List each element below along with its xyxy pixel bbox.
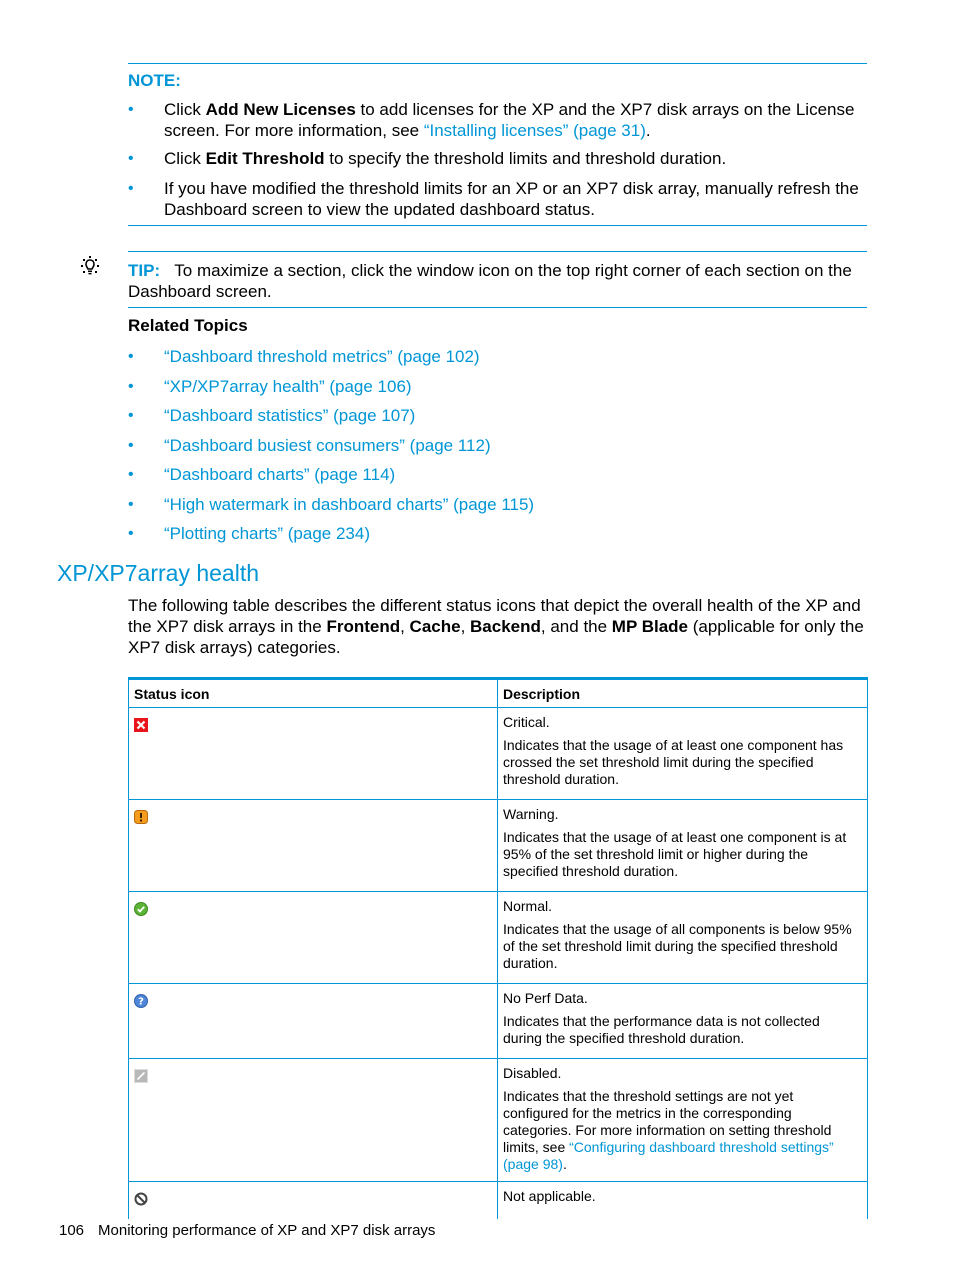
normal-icon [134, 902, 148, 916]
page-number: 106 [59, 1222, 85, 1239]
page-footer [59, 1222, 435, 1239]
table-row: ? No Perf Data. Indicates that the performance data is not collected during the specified threshold duration. [129, 984, 868, 1059]
related-topic-item [128, 435, 868, 456]
tip-bottom-rule [128, 307, 867, 308]
disabled-icon [134, 1069, 148, 1083]
related-topic-item [128, 523, 868, 544]
related-topics-list [128, 346, 868, 544]
not-applicable-icon [134, 1192, 148, 1206]
no-perf-data-icon [134, 994, 148, 1008]
header-description: Description [498, 679, 868, 708]
note-list [128, 99, 868, 220]
table-row: Disabled. Indicates that the threshold settings are not yet configured for the metrics in the corresponding categories. For more information on setting threshold limits, see “Configuring dashboard threshold settings” (page 98). [129, 1059, 868, 1182]
related-link-busiest-consumers[interactable]: “Dashboard busiest consumers” (page 112) [164, 435, 491, 455]
table-row: Normal. Indicates that the usage of all components is below 95% of the set threshold limit during the specified threshold duration. [129, 892, 868, 984]
svg-text:?: ? [138, 996, 144, 1008]
note-label: NOTE: [128, 71, 181, 90]
related-topic-item [128, 346, 868, 367]
lightbulb-icon [80, 255, 100, 277]
tip-text: TIP: To maximize a section, click the window icon on the top right corner of each section on the Dashboard screen. [128, 261, 852, 301]
related-link-high-watermark[interactable]: “High watermark in dashboard charts” (page 115) [164, 494, 535, 514]
related-link-threshold-metrics[interactable]: “Dashboard threshold metrics” (page 102) [164, 347, 480, 366]
note-top-rule [128, 63, 867, 64]
installing-licenses-link[interactable]: “Installing licenses” (page 31) [423, 121, 646, 140]
related-topic-item [128, 405, 868, 426]
table-row: Not applicable. [129, 1182, 868, 1220]
note-bottom-rule [128, 225, 867, 226]
warning-icon [134, 810, 148, 824]
note-item: • Click Add New Licenses to add licenses for the XP and the XP7 disk arrays on the License screen. For more information, see “Installing licenses” (page 31). [128, 99, 868, 141]
header-status-icon: Status icon [129, 679, 498, 708]
related-topic-item [128, 494, 868, 515]
related-link-array-health[interactable]: “XP/XP7array health” (page 106) [164, 376, 412, 396]
critical-icon [134, 718, 148, 732]
chapter-title: Monitoring performance of XP and XP7 disk arrays [98, 1222, 436, 1239]
section-intro: The following table describes the different status icons that depict the overall health of the XP and the XP7 disk arrays in the Frontend, Cache, Backend, and the MP Blade (applicable for only the XP7 disk arrays) categories. [128, 596, 864, 657]
related-link-statistics[interactable]: “Dashboard statistics” (page 107) [164, 406, 416, 425]
related-topic-item [128, 464, 868, 485]
status-icon-table [128, 677, 868, 1219]
note-item: • If you have modified the threshold limits for an XP or an XP7 disk array, manually refresh the Dashboard screen to view the updated dashboard status. [128, 178, 868, 220]
tip-label: TIP: [128, 261, 161, 280]
tip-top-rule [128, 251, 867, 252]
configuring-threshold-link[interactable]: “Configuring dashboard threshold settings” (page 98) [503, 1139, 834, 1172]
section-title: XP/XP7array health [57, 560, 260, 586]
related-topics-heading: Related Topics [128, 316, 248, 335]
table-row: Critical. Indicates that the usage of at least one component has crossed the set threshold limit during the specified threshold duration. [129, 708, 868, 800]
related-link-dashboard-charts[interactable]: “Dashboard charts” (page 114) [164, 465, 396, 484]
table-row: Warning. Indicates that the usage of at least one component is at 95% of the set threshold limit or higher during the specified threshold duration. [129, 800, 868, 892]
related-link-plotting-charts[interactable]: “Plotting charts” (page 234) [164, 524, 370, 543]
related-topic-item [128, 376, 868, 397]
table-header-row [129, 679, 868, 708]
note-item: • Click Edit Threshold to specify the threshold limits and threshold duration. [128, 148, 868, 169]
